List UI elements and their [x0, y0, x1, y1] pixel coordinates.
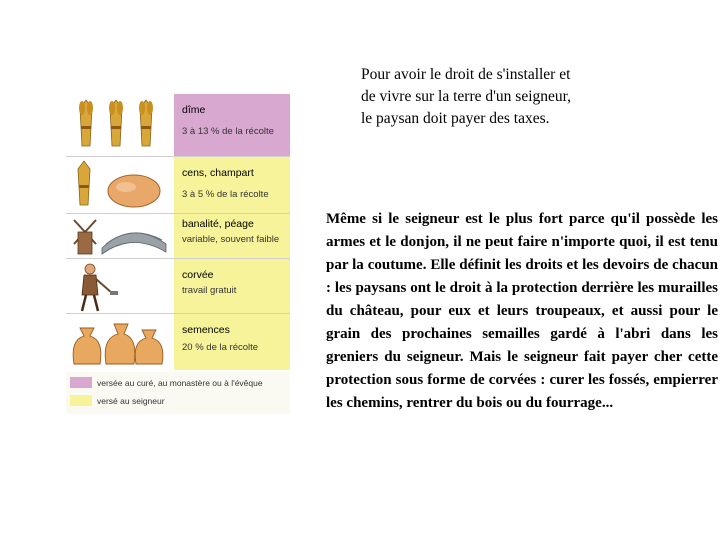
tax-name: semences — [182, 324, 230, 336]
taxes-table — [66, 94, 290, 414]
tax-info-dime — [174, 94, 290, 156]
tax-value: travail gratuit — [182, 285, 237, 296]
grain-sacks-icon — [66, 314, 174, 370]
tax-row-dime — [66, 94, 290, 156]
tax-row-corvee — [66, 259, 290, 313]
legend-item-lord — [70, 395, 165, 406]
tax-value: 20 % de la récolte — [182, 342, 259, 353]
wheat-sheaves-icon — [66, 94, 174, 156]
body-text: Même si le seigneur est le plus fort parce qu'il possède les armes et le donjon, il ne peut faire n'importe quoi, il est tenu par la coutume. Elle définit les droits et les devoirs de chacun : les paysans ont le droit à la protection derrière les murailles du château, pour eux et leurs troupeaux, et aussi pour le grain des prochaines semailles gardé à l'abri dans les greniers du seigneur. Mais le seigneur fait payer cher cette protection sous forme de corvées : curer les fossés, empierrer les chemins, rentrer du bois ou du fourrage... — [326, 211, 718, 411]
tax-value: 3 à 5 % de la récolte — [182, 189, 269, 200]
tax-name: dîme — [182, 104, 206, 116]
intro-text: Pour avoir le droit de s'installer et de vivre sur la terre d'un seigneur, le paysan doit payer des taxes. — [361, 66, 572, 127]
legend-item-church — [70, 377, 263, 388]
legend-label: versé au seigneur — [97, 395, 165, 406]
legend-swatch-pink — [70, 377, 92, 388]
tax-name: corvée — [182, 269, 214, 281]
tax-info-banalite — [174, 214, 290, 258]
tax-value: variable, souvent faible — [182, 234, 280, 245]
tax-name: cens, champart — [182, 167, 254, 179]
peasant-worker-icon — [66, 259, 174, 313]
legend-label: versée au curé, au monastère ou à l'évêque — [97, 377, 263, 388]
mill-and-bridge-icon — [66, 214, 174, 258]
tax-info-semences — [174, 314, 290, 370]
tax-row-cens — [66, 157, 290, 213]
sheaf-and-bread-icon — [66, 157, 174, 213]
tax-value: 3 à 13 % de la récolte — [182, 126, 274, 137]
tax-row-semences — [66, 314, 290, 370]
tax-name: banalité, péage — [182, 218, 254, 230]
legend-swatch-yellow — [70, 395, 92, 406]
tax-info-corvee — [174, 259, 290, 313]
tax-row-banalite — [66, 214, 290, 258]
legend — [66, 372, 290, 414]
tax-info-cens — [174, 157, 290, 213]
